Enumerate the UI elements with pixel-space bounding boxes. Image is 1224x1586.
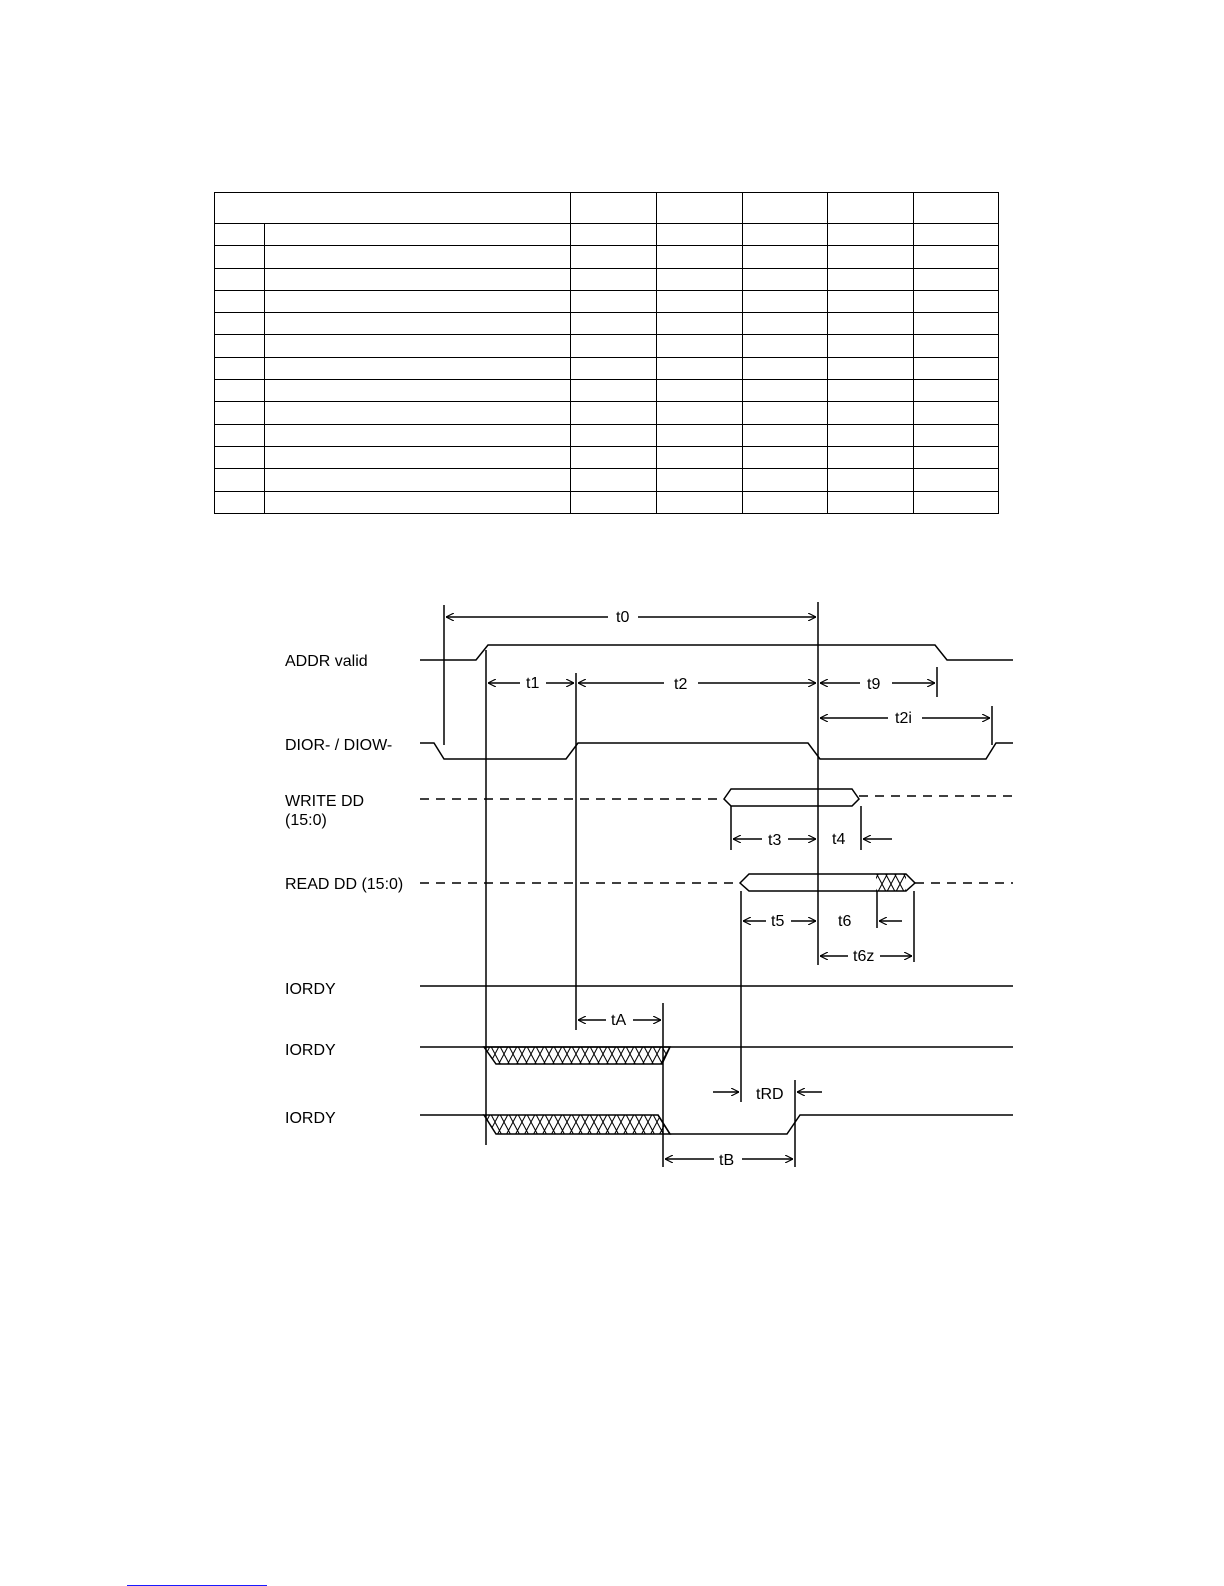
signal-label-dior-diow: DIOR- / DIOW-: [285, 737, 393, 754]
timing-label-t5: t5: [771, 913, 785, 930]
signal-label-write-dd-bits: (15:0): [285, 812, 327, 829]
signal-label-iordy-2: IORDY: [285, 1042, 336, 1059]
iordy-waveform-2: [420, 1047, 1013, 1064]
timing-label-t1: t1: [526, 675, 540, 692]
signal-label-addr-valid: ADDR valid: [285, 653, 368, 670]
write-dd-waveform: [420, 789, 1013, 806]
addr-valid-waveform: [420, 645, 1013, 660]
timing-label-tb: tB: [719, 1152, 735, 1169]
iordy-waveform-3: [420, 1115, 1013, 1134]
timing-label-t6: t6: [838, 913, 852, 930]
read-dd-waveform: [420, 874, 1013, 891]
signal-label-write-dd: WRITE DD: [285, 793, 365, 810]
signal-label-read-dd: READ DD (15:0): [285, 876, 404, 893]
timing-label-t6z: t6z: [853, 948, 875, 965]
timing-label-t2: t2: [674, 676, 688, 693]
timing-label-t4: t4: [832, 831, 846, 848]
signal-label-iordy-1: IORDY: [285, 981, 336, 998]
timing-label-ta: tA: [611, 1012, 627, 1029]
timing-label-trd: tRD: [756, 1086, 784, 1103]
timing-label-t9: t9: [867, 676, 881, 693]
dior-diow-waveform: [420, 743, 1013, 759]
signal-label-iordy-3: IORDY: [285, 1110, 336, 1127]
timing-label-t0: t0: [616, 609, 630, 626]
timing-label-t3: t3: [768, 832, 782, 849]
timing-label-t2i: t2i: [895, 710, 912, 727]
